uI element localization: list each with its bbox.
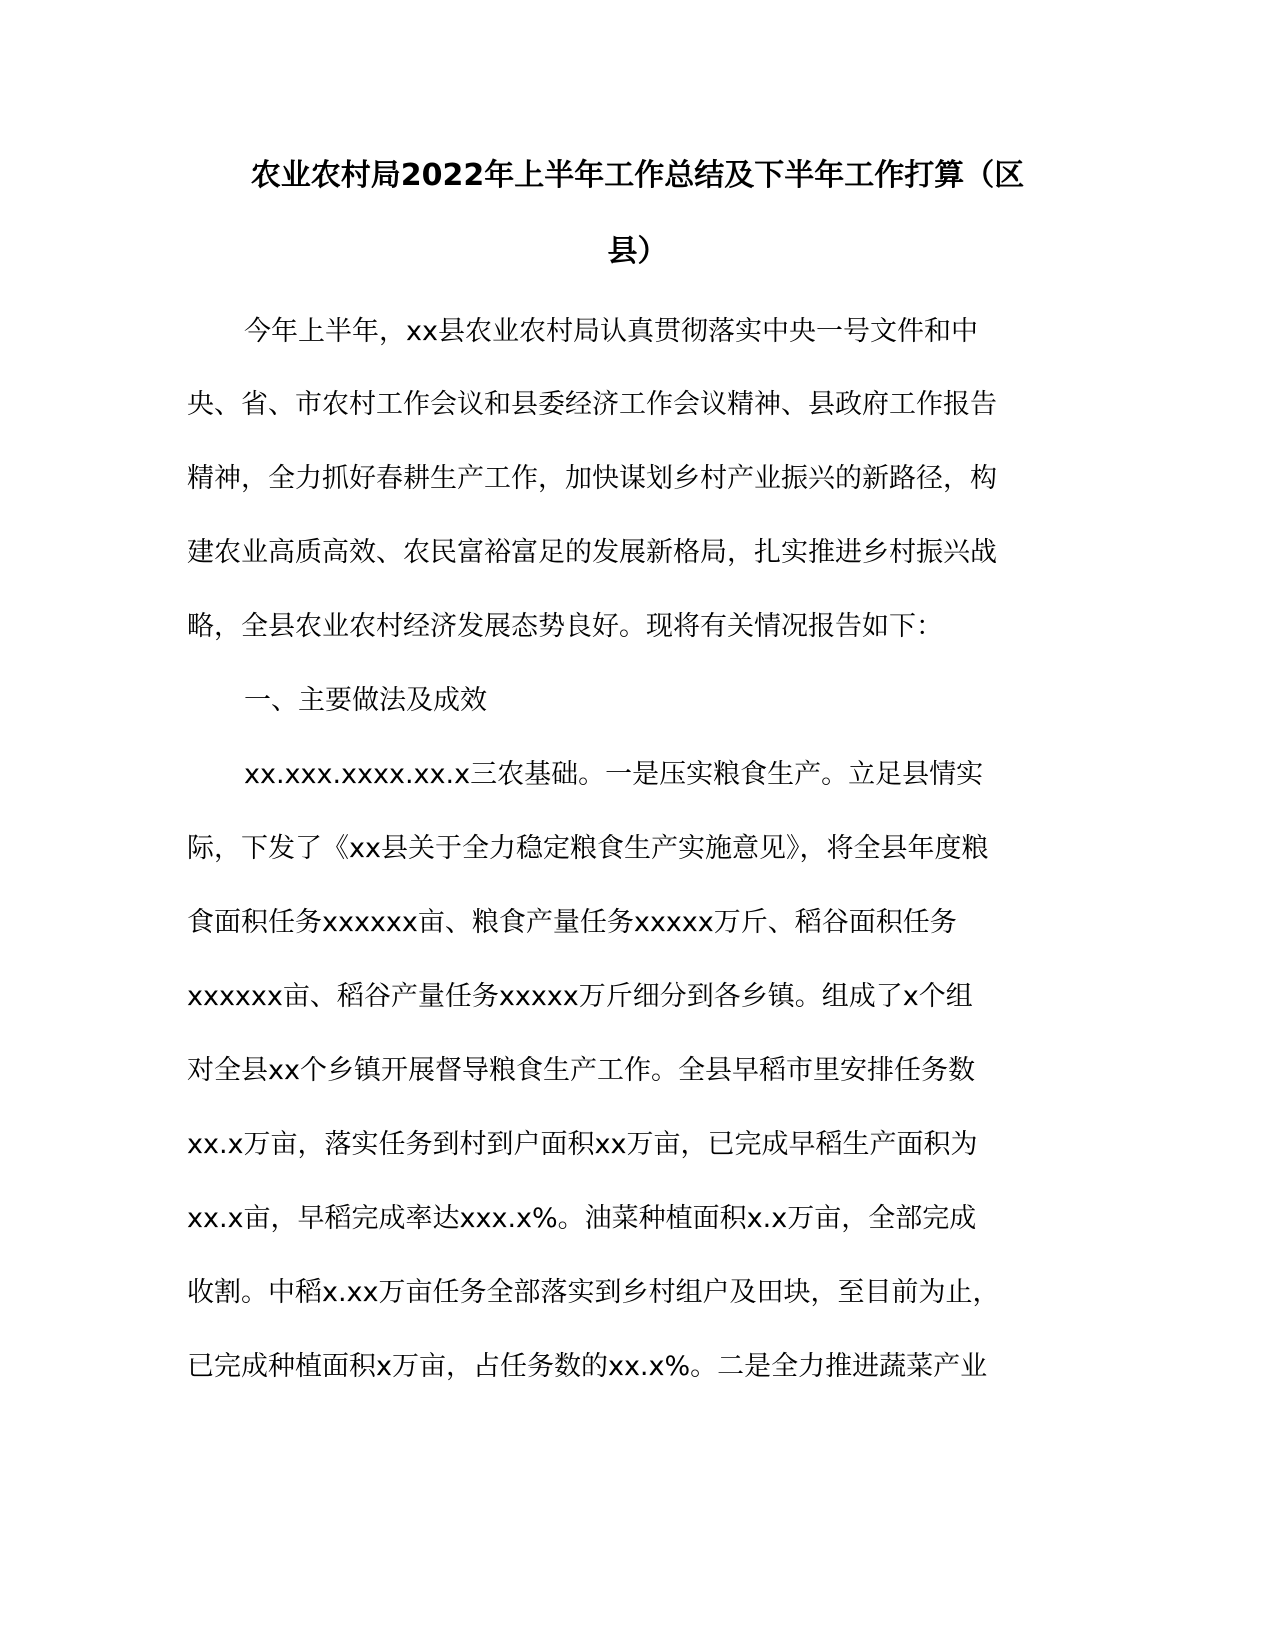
paragraph-line: 略，全县农业农村经济发展态势良好。现将有关情况报告如下： [187, 611, 943, 642]
document-title-line-2: 县） [607, 234, 668, 269]
paragraph-line: 已完成种植面积x万亩，占任务数的xx.x%。二是全力推进蔬菜产业 [187, 1351, 988, 1382]
document-title-line-1: 农业农村局2022年上半年工作总结及下半年工作打算（区 [250, 158, 1025, 193]
paragraph-line: 建农业高质高效、农民富裕富足的发展新格局，扎实推进乡村振兴战 [187, 537, 997, 568]
paragraph-line: xx.xxx.xxxx.xx.x三农基础。一是压实粮食生产。立足县情实 [244, 759, 984, 790]
paragraph-line: 收割。中稻x.xx万亩任务全部落实到乡村组户及田块，至目前为止， [187, 1277, 1000, 1308]
paragraph-line: 食面积任务xxxxxx亩、粮食产量任务xxxxx万斤、稻谷面积任务 [187, 907, 957, 938]
paragraph-line: 际，下发了《xx县关于全力稳定粮食生产实施意见》，将全县年度粮 [187, 833, 989, 864]
paragraph-line: 精神，全力抓好春耕生产工作，加快谋划乡村产业振兴的新路径，构 [187, 463, 997, 494]
paragraph-line: xx.x亩，早稻完成率达xxx.x%。油菜种植面积x.x万亩，全部完成 [187, 1203, 977, 1234]
section-heading: 一、主要做法及成效 [244, 685, 487, 716]
paragraph-line: 央、省、市农村工作会议和县委经济工作会议精神、县政府工作报告 [187, 389, 997, 420]
paragraph-line: 今年上半年，xx县农业农村局认真贯彻落实中央一号文件和中 [244, 316, 978, 347]
paragraph-line: xx.x万亩，落实任务到村到户面积xx万亩，已完成早稻生产面积为 [187, 1129, 978, 1160]
paragraph-line: xxxxxx亩、稻谷产量任务xxxxx万斤细分到各乡镇。组成了x个组 [187, 981, 973, 1012]
paragraph-line: 对全县xx个乡镇开展督导粮食生产工作。全县早稻市里安排任务数 [187, 1055, 975, 1086]
